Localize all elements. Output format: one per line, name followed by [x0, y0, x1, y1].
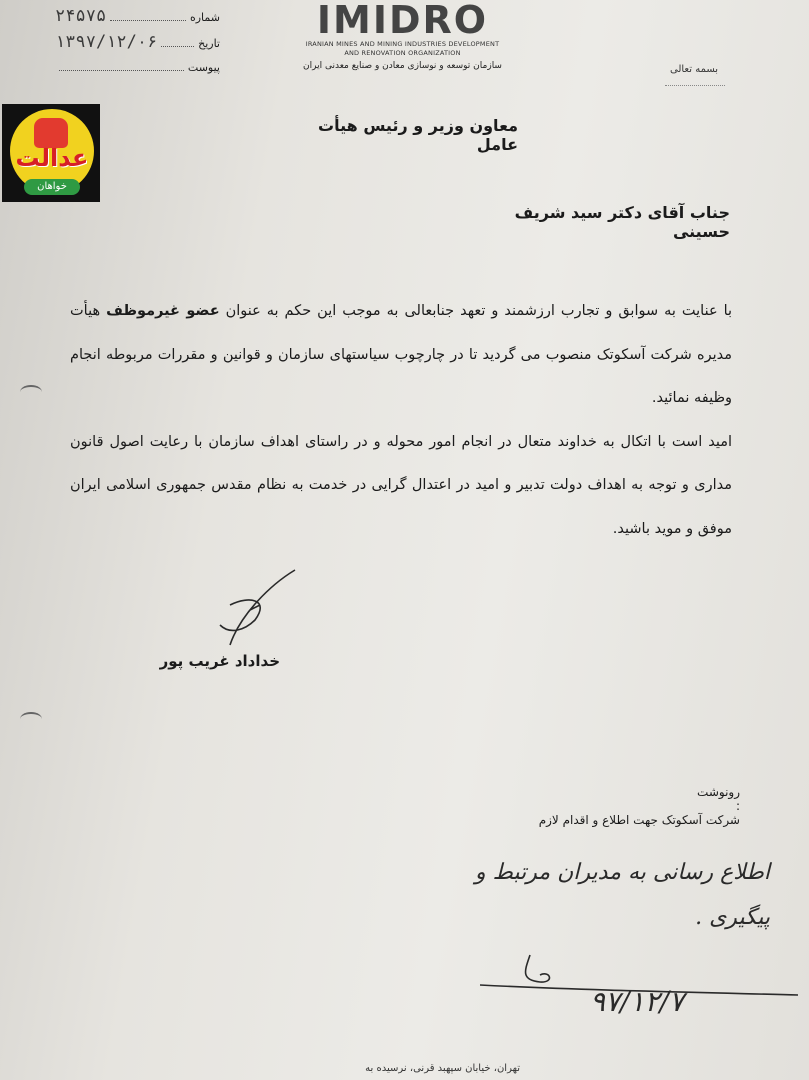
paragraph-1-part-a: با عنایت به سوابق و تجارب ارزشمند و تعهد جنابعالی به موجب این حکم به عنوان [225, 303, 733, 319]
logo-english-line2: AND RENOVATION ORGANIZATION [344, 49, 461, 57]
letter-heading: معاون وزیر و رئیس هیأت عامل [318, 116, 518, 154]
paragraph-1 [70, 290, 732, 421]
attachment-row [55, 56, 220, 80]
attachment-label: پیوست [187, 61, 220, 74]
date-value: ۱۳۹۷/۱۲/۰۶ [55, 32, 158, 52]
divider [665, 85, 725, 86]
logo-mark: IMIDRO [316, 0, 489, 42]
logo-english-line1: IRANIAN MINES AND MINING INDUSTRIES DEVELOPMENT [305, 40, 500, 48]
number-value: ۲۴۵۷۵ [55, 6, 107, 26]
date-label: تاریخ [198, 37, 220, 50]
basmala: بسمه تعالی [670, 64, 719, 75]
logo-persian-name: سازمان توسعه و نوسازی معادن و صنایع معدنی ایران [303, 61, 502, 71]
letter-body [70, 290, 732, 551]
paragraph-2: امید است با اتکال به خداوند متعال در انجام امور محوله و در راستای اهداف سازمان با رعایت اصول قانون مداری و توجه به اهداف دولت تدبیر و امید در اعتدال گرایی در خدمت به نظام مقدس جمهوری اسلامی ایران موفق و موید باشید. [70, 433, 732, 537]
number-label: شماره [189, 11, 220, 24]
signature-mark [210, 565, 300, 660]
paragraph-1-bold: عضو غیرموظف [106, 303, 220, 319]
punch-hole [20, 712, 42, 726]
signer-name: خداداد غریب پور [159, 652, 280, 670]
cc-item: شرکت آسکوتک جهت اطلاع و اقدام لازم [538, 813, 740, 827]
paragraph-1-part-b: هیأت مدیره شرکت آسکوتک منصوب می گردید تا در چارچوب سیاستهای سازمان و قوانین و مقررات مربوطه انجام وظیفه نمائید. [70, 303, 732, 406]
watermark-badge [2, 104, 100, 202]
handwritten-date: ۹۷/۱۲/۷ [590, 985, 685, 1018]
badge-word: عدالت [15, 144, 89, 172]
organization-logo [290, 0, 515, 73]
salutation: جناب آقای دکتر سید شریف حسینی [514, 203, 730, 241]
cc-label: رونوشت : [697, 785, 740, 813]
punch-hole [20, 385, 42, 399]
footer-address: تهران، خیابان سپهبد قرنی، نرسیده به [365, 1063, 520, 1074]
number-row [55, 4, 220, 30]
handwritten-note-line1: اطلاع رسانی به مدیران مرتبط و [474, 860, 770, 885]
handwritten-note-line2: پیگیری . [695, 905, 770, 930]
letter-metadata [55, 4, 220, 80]
date-row [55, 30, 220, 56]
badge-subtitle: خواهان [24, 179, 80, 195]
